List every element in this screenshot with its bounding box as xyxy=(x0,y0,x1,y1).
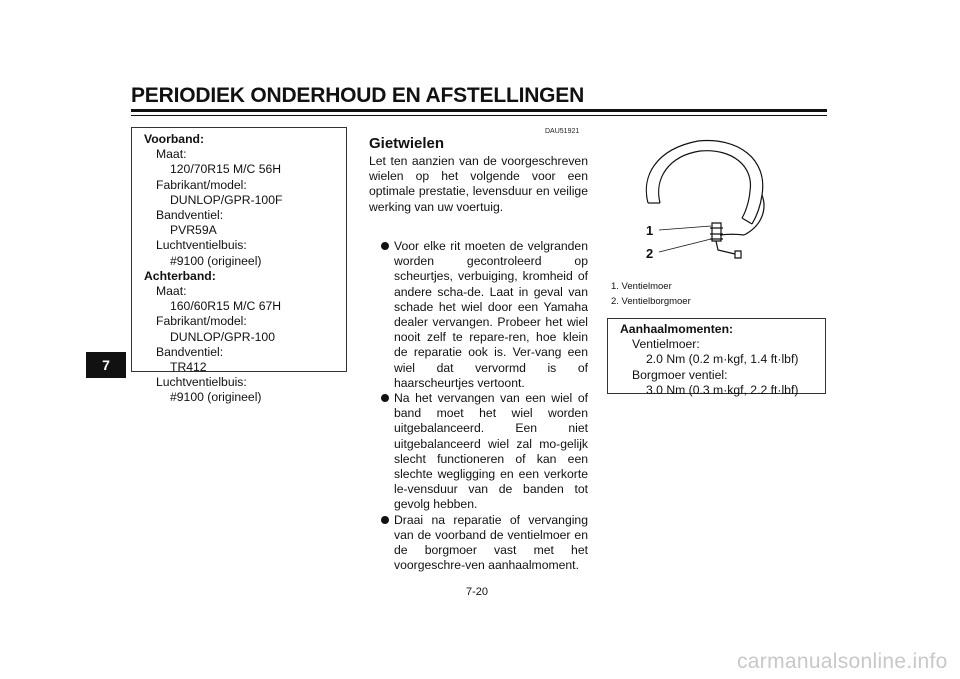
bullet-icon xyxy=(381,516,389,524)
front-size-value: 120/70R15 M/C 56H xyxy=(170,162,282,177)
bullet-icon xyxy=(381,242,389,250)
torque-heading: Aanhaalmomenten: xyxy=(620,322,734,336)
callout-1-label: 1 xyxy=(646,223,654,238)
chapter-tab: 7 xyxy=(86,352,126,378)
header-rule-thin xyxy=(131,115,827,116)
caption-valve-nut: 1. Ventielmoer xyxy=(611,281,672,292)
section-ref-code: DAU51921 xyxy=(545,128,580,135)
front-valve-label: Bandventiel: xyxy=(156,208,224,223)
bullet-list xyxy=(369,239,588,573)
bullet-icon xyxy=(381,394,389,402)
caption-valve-locknut: 2. Ventielborgmoer xyxy=(611,296,691,307)
section-title: Gietwielen xyxy=(369,135,445,152)
front-valve-core-label: Luchtventielbuis: xyxy=(156,238,247,253)
header-rule-thick xyxy=(131,109,827,112)
rear-tire-heading: Achterband: xyxy=(144,268,216,283)
valve-diagram xyxy=(640,131,770,271)
section-intro: Let ten aanzien van de voorgeschreven wielen op het volgende voor een optimale prestatie, levensduur en veilige werking van uw voertuig. xyxy=(369,154,588,214)
valve-locknut-label: Borgmoer ventiel: xyxy=(632,367,728,382)
torque-spec-box xyxy=(607,318,826,397)
list-item xyxy=(369,239,588,391)
tire-spec-box xyxy=(131,127,347,405)
callout-2-label: 2 xyxy=(646,246,654,261)
valve-locknut-value: 3.0 Nm (0.3 m·kgf, 2.2 ft·lbf) xyxy=(646,382,799,397)
front-manufacturer-value: DUNLOP/GPR-100F xyxy=(170,192,283,207)
rear-manufacturer-value: DUNLOP/GPR-100 xyxy=(170,329,275,344)
bullet-text: Voor elke rit moeten de velgranden worden gecontroleerd op scheurtjes, verbuiging, kromheid of andere scha-de. Laat in geval van schade het wiel door een Yamaha dealer vervangen. Probeer het wiel nooit zelf te repare-ren, hoe klein de reparatie ook is. Ver-vang een wiel dat vervormd is of haarscheurtjes vertoont. xyxy=(394,239,588,390)
list-item xyxy=(369,391,588,513)
front-tire-heading: Voorband: xyxy=(144,132,205,146)
rear-valve-value: TR412 xyxy=(170,360,207,375)
figure-captions xyxy=(611,279,691,309)
rear-valve-core-value: #9100 (origineel) xyxy=(170,390,262,405)
rear-manufacturer-label: Fabrikant/model: xyxy=(156,314,247,329)
page-number: 7-20 xyxy=(466,586,489,598)
rear-valve-label: Bandventiel: xyxy=(156,344,224,359)
page-title: PERIODIEK ONDERHOUD EN AFSTELLINGEN xyxy=(131,84,585,107)
front-valve-core-value: #9100 (origineel) xyxy=(170,253,262,268)
rear-size-label: Maat: xyxy=(156,284,187,299)
rear-valve-core-label: Luchtventielbuis: xyxy=(156,375,247,390)
front-valve-value: PVR59A xyxy=(170,223,217,238)
valve-nut-value: 2.0 Nm (0.2 m·kgf, 1.4 ft·lbf) xyxy=(646,352,799,367)
watermark: carmanualsonline.info xyxy=(737,650,948,673)
front-size-label: Maat: xyxy=(156,147,187,162)
bullet-text: Draai na reparatie of vervanging van de voorband de ventielmoer en de borgmoer vast met het voorgeschre-ven aanhaalmoment. xyxy=(394,512,588,573)
rear-size-value: 160/60R15 M/C 67H xyxy=(170,299,282,314)
list-item xyxy=(369,513,588,574)
bullet-text: Na het vervangen van een wiel of band moet het wiel worden uitgebalanceerd. Een niet uitgebalanceerd wiel zal mo-gelijk slecht functioneren of kan een slechte wegligging en een verkorte le-vensduur van de banden tot gevolg hebben. xyxy=(394,391,588,512)
valve-nut-label: Ventielmoer: xyxy=(632,337,700,352)
front-manufacturer-label: Fabrikant/model: xyxy=(156,177,247,192)
